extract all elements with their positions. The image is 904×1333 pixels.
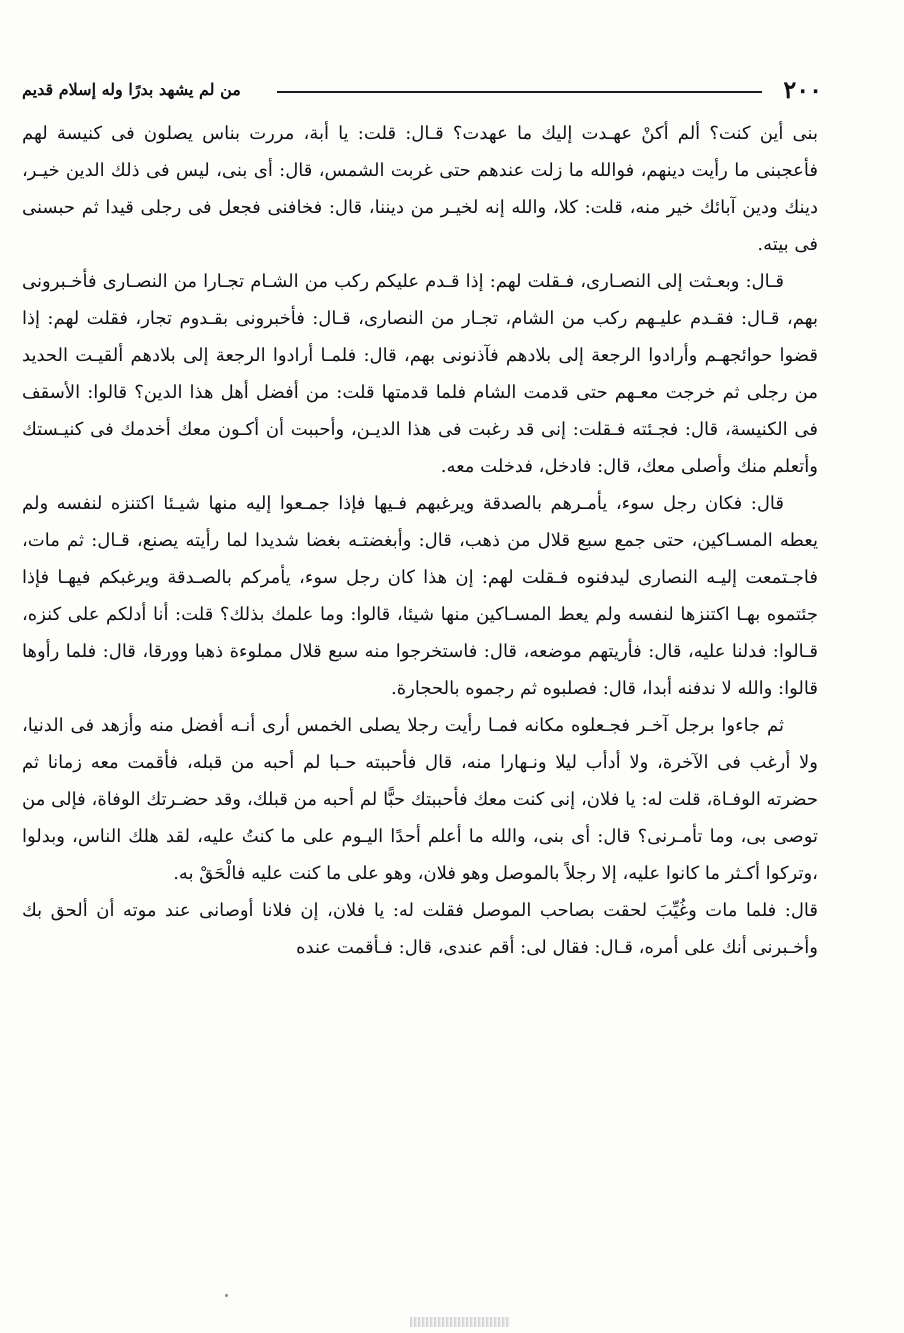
paragraph-2: قـال: وبعـثت إلى النصـارى، فـقلت لهم: إذا قـدم عليكم ركب من الشـام تجـارا من النصـارى فأخـبرونى بهم، قـال: فقـدم عليـهم ركب من الشام، تجـار من النصارى، قـال: فأخبرونى بقـدوم تجار، فقلت لهم: إذا قضوا حوائجهـم وأرادوا الرجعة إلى بلادهم فآذنونى بهم، قال: فلمـا أرادوا الرجعة إلى بلادهم ألقيـت الحديد من رجلى ثم خرجت معـهم حتى قدمت الشام فلما قدمتها قلت: من أفضل أهل هذا الدين؟ قالوا: الأسقف فى الكنيسة، قال: فجـئته فـقلت: إنى قد رغبت فى هذا الديـن، وأحببت أن أكـون معك أخدمك فى كنيـستك وأتعلم منك وأصلى معك، قال: فادخل، فدخلت معه. — [22, 271, 818, 477]
scan-speck — [225, 1294, 228, 1297]
page-number: ٢٠٠ — [783, 75, 822, 104]
running-title: من لم يشهد بدرًا وله إسلام قديم — [22, 80, 241, 99]
paragraph-3: قال: فكان رجل سوء، يأمـرهم بالصدقة ويرغبهم فـيها فإذا جمـعوا إليه منها شيـئا اكتنزه لنفسه ولم يعطه المسـاكين، حتى جمع سبع قلال من ذهب، قال: وأبغضتـه بغضا شديدا لما رأيته يصنع، قـال: ثم مات، فاجـتمعت إليـه النصارى ليدفنوه فـقلت لهم: إن هذا كان رجل سوء، يأمركم بالصـدقة ويرغبكم فيهـا فإذا جئتموه بهـا اكتنزها لنفسه ولم يعط المسـاكين منها شيئا، قالوا: وما علمك بذلك؟ قلت: أنا أدلكم على كنزه، قـالوا: فدلنا عليه، قال: فأريتهم موضعه، قال: فاستخرجوا منه سبع قلال مملوءة ذهبا وورقا، قال: فلما رأوها قالوا: والله لا ندفنه أبدا، قال: فصلبوه ثم رجموه بالحجارة. — [22, 493, 818, 699]
body-text — [22, 115, 818, 1245]
page-header — [22, 70, 822, 110]
paragraph-4: ثم جاءوا برجل آخـر فجـعلوه مكانه فمـا رأيت رجلا يصلى الخمس أرى أنـه أفضل منه وأزهد فى الدنيا، ولا أرغب فى الآخرة، ولا أدأب ليلا ونـهارا منه، قال فأحببته حـبا لم أحبه من قبله، فأقمت معه زمانا ثم حضرته الوفـاة، قلت له: يا فلان، إنى كنت معك فأحببتك حبًّا لم أحبه من قبلك، وقد حضـرتك الوفاة، فإلى من توصى بى، وما تأمـرنى؟ قال: أى بنى، والله ما أعلم أحدًا اليـوم على ما كنتُ عليه، لقد هلك الناس، وبدلوا ،وتركوا أكـثر ما كانوا عليه، إلا رجلاً بالموصل وهو فلان، وهو على ما كنت عليه فالْحَقْ به. — [22, 715, 818, 884]
paragraph-5: قال: فلما مات وغُيِّبَ لحقت بصاحب الموصل فقلت له: يا فلان، إن فلانا أوصانى عند موته أن ألحق بك وأخـبرنى أنك على أمره، قـال: فقال لى: أقم عندى، قال: فـأقمت عنده — [22, 900, 818, 958]
scan-smudge — [410, 1317, 510, 1327]
paragraph-1: بنى أين كنت؟ ألم أكنْ عهـدت إليك ما عهدت؟ قـال: قلت: يا أبة، مررت بناس يصلون فى كنيسة لهم فأعجبنى ما رأيت دينهم، فوالله ما زلت عندهم حتى غربت الشمس، قال: أى بنى، ليس فى ذلك الدين خيـر، دينك ودين آبائك خير منه، قلت: كلا، والله إنه لخيـر من ديننا، قال: فخافنى فجعل فى رجلى قيدا ثم حبسنى فى بيته. — [22, 123, 818, 255]
header-rule — [277, 91, 762, 93]
